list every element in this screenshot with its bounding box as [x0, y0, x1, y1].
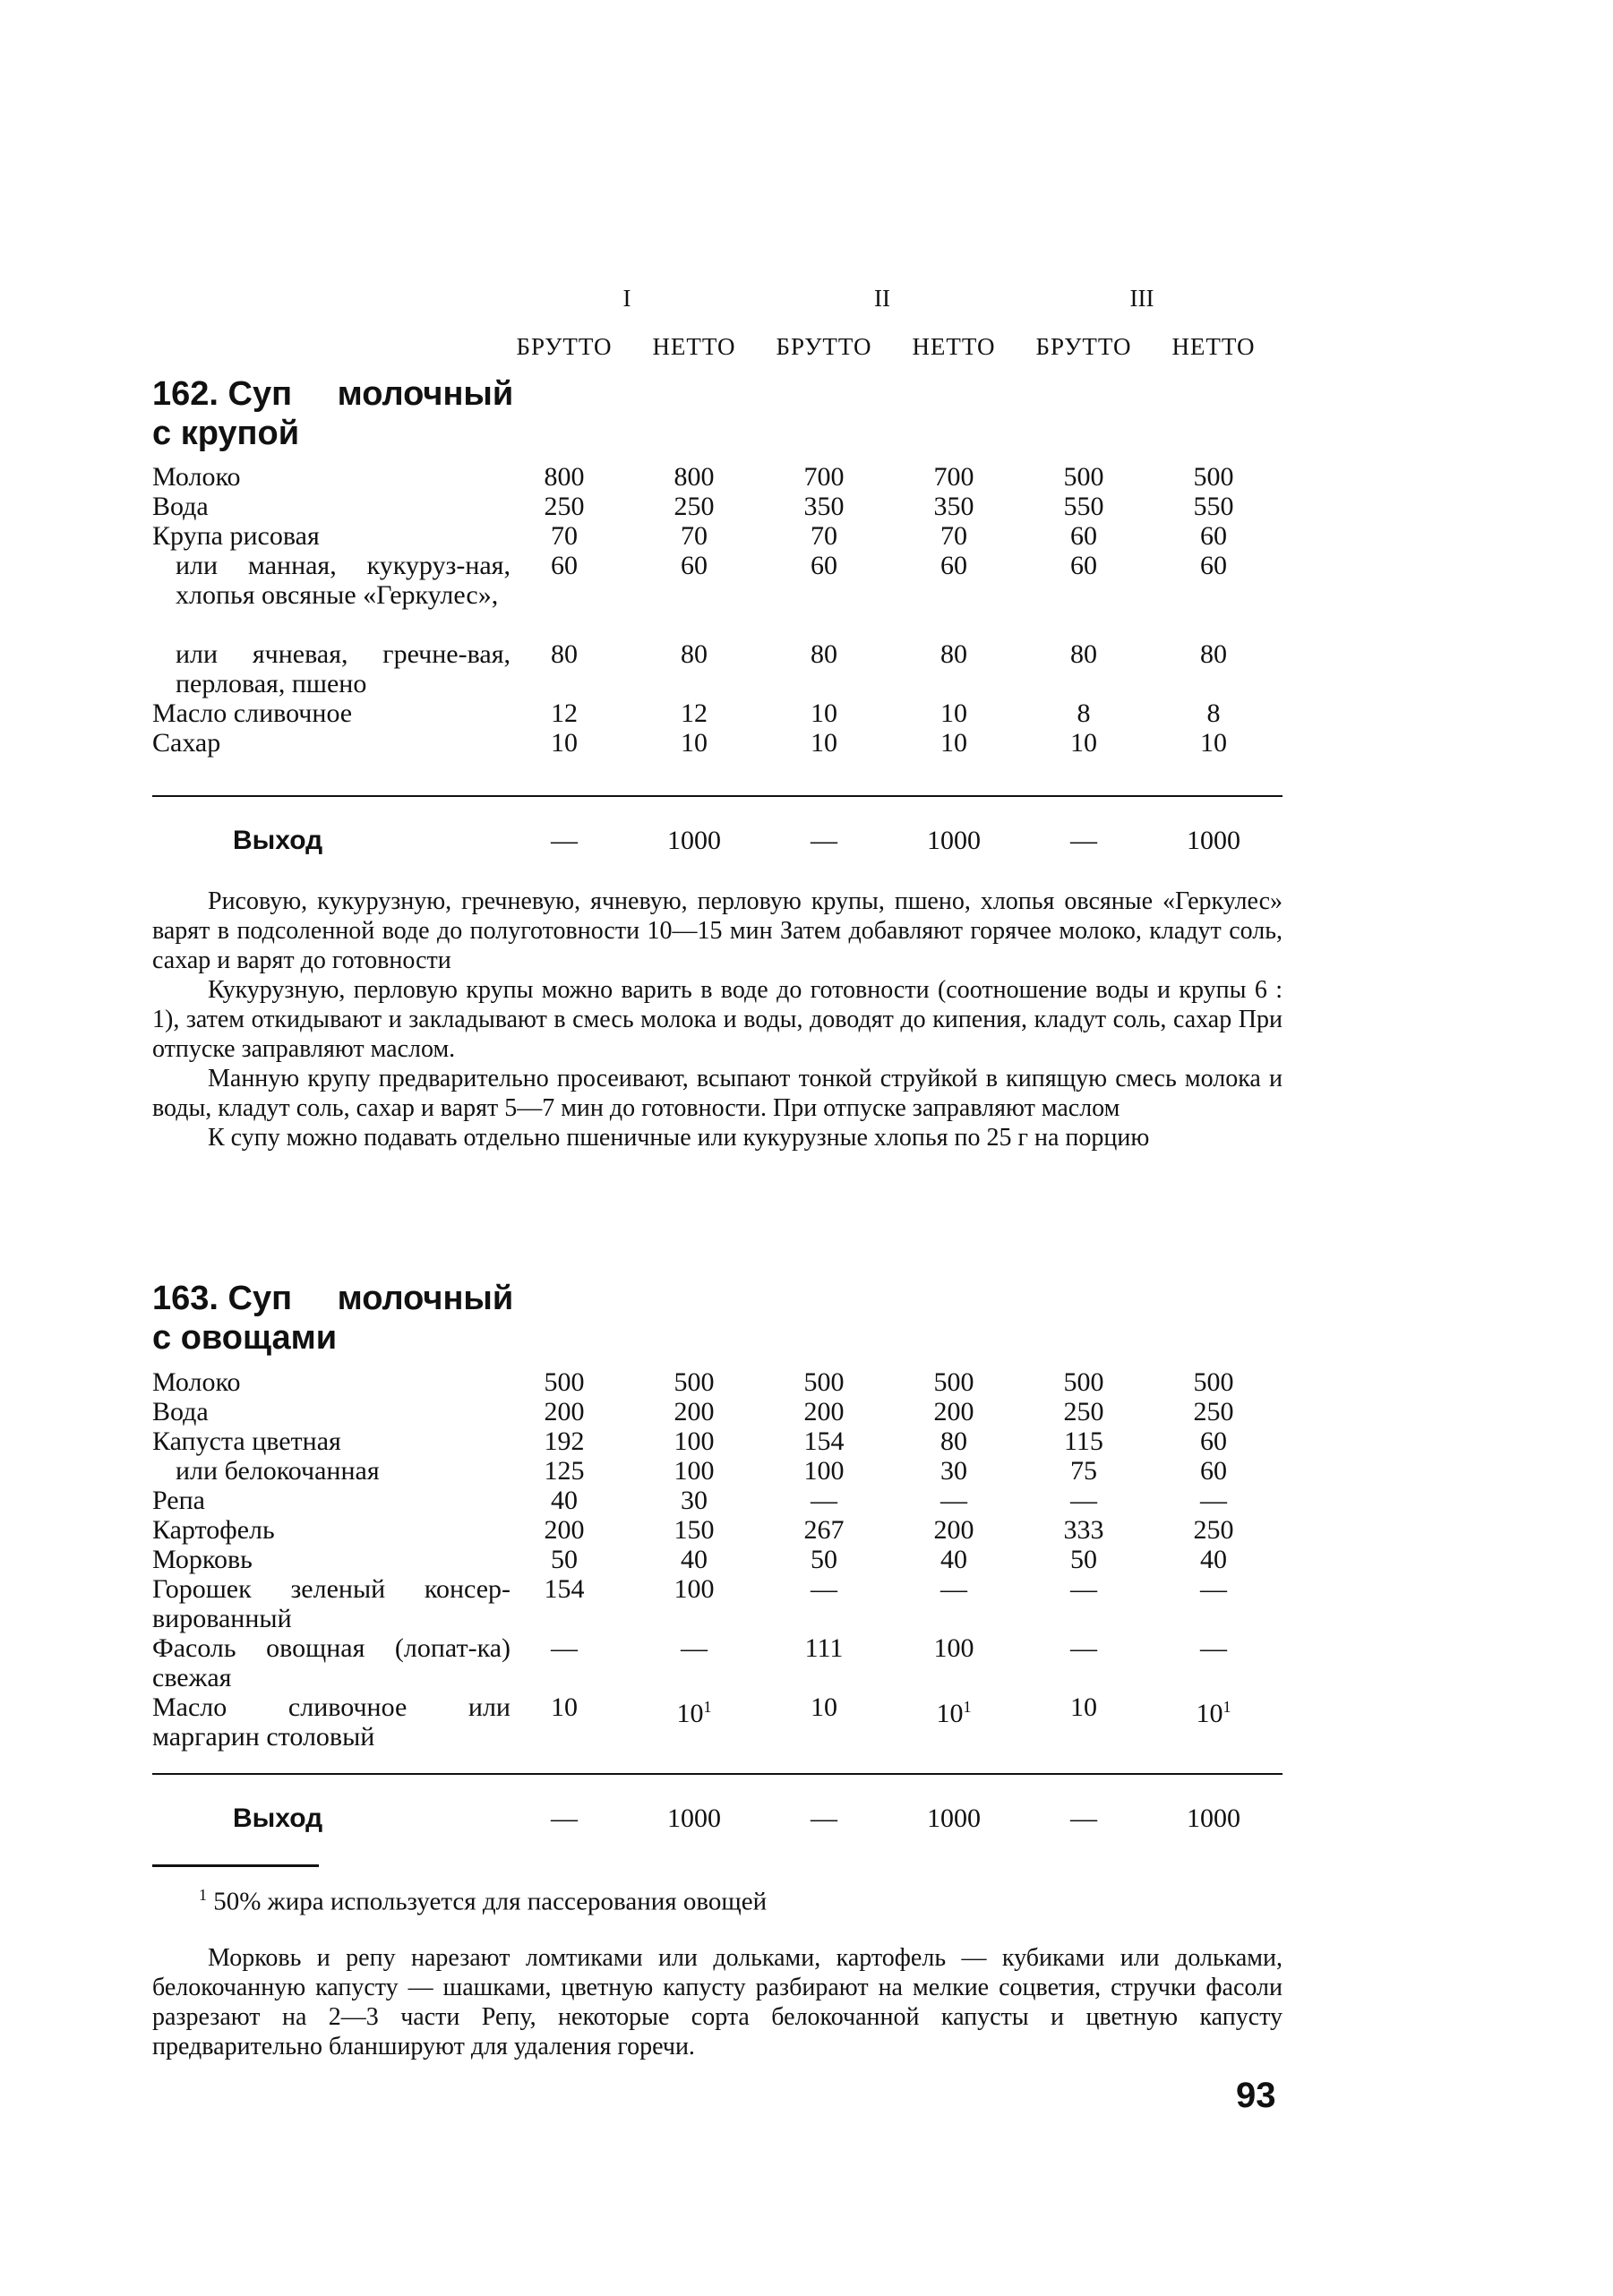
- ingredient-value: 700: [933, 462, 974, 492]
- recipe-162-title: [152, 374, 528, 453]
- ingredient-value: —: [1070, 1486, 1097, 1515]
- ingredient-value: 550: [1193, 492, 1234, 521]
- yield-value: —: [811, 1803, 837, 1833]
- table-rule: [152, 795, 1283, 797]
- ingredient-value: 10: [551, 1692, 578, 1722]
- ingredient-value: 12: [681, 698, 708, 728]
- ingredient-name: Вода: [152, 1397, 209, 1426]
- ingredient-value: 10: [681, 728, 708, 758]
- ingredient-value: 80: [940, 1426, 967, 1456]
- ingredient-value: 60: [811, 551, 837, 580]
- footnote-mark: 1: [963, 1698, 972, 1716]
- ingredient-value: 70: [811, 521, 837, 551]
- recipe-number: 163.: [152, 1280, 219, 1317]
- ingredient-name: Фасоль овощная (лопат-ка) свежая: [152, 1633, 510, 1692]
- ingredient-value: 8: [1077, 698, 1091, 728]
- ingredient-value: 10: [940, 728, 967, 758]
- ingredient-value: —: [551, 1633, 578, 1663]
- ingredient-value: 10: [551, 728, 578, 758]
- ingredient-name: Вода: [152, 492, 209, 521]
- ingredient-value: 75: [1070, 1456, 1097, 1486]
- ingredient-value: 8: [1206, 698, 1221, 728]
- recipe-title-word: молочный: [337, 1280, 514, 1317]
- recipe-title-word: Суп: [227, 1280, 293, 1317]
- ingredient-value: 60: [1200, 1426, 1227, 1456]
- ingredient-value: 350: [933, 492, 974, 521]
- ingredient-value: 60: [1200, 551, 1227, 580]
- instruction-paragraph: Рисовую, кукурузную, гречневую, ячневую, перловую крупы, пшено, хлопья овсяные «Геркулес» варят в подсоленной воде до полуготовности 10—15 мин Затем добавляют горячее молоко, кладут соль, сахар и варят до готовности: [152, 887, 1283, 974]
- ingredient-value: 50: [551, 1545, 578, 1574]
- ingredient-value: —: [681, 1633, 708, 1663]
- ingredient-value: 500: [544, 1367, 585, 1397]
- column-label: НЕТТО: [652, 333, 736, 360]
- ingredient-name: или ячневая, гречне-вая, перловая, пшено: [176, 639, 510, 698]
- ingredient-value: 50: [811, 1545, 837, 1574]
- table-rule: [152, 1773, 1283, 1775]
- yield-value: 1000: [667, 826, 721, 855]
- ingredient-value: 80: [1070, 639, 1097, 669]
- ingredient-value: 12: [551, 698, 578, 728]
- ingredient-value: 10: [811, 698, 837, 728]
- ingredient-value: —: [940, 1486, 967, 1515]
- ingredient-value: —: [1200, 1486, 1227, 1515]
- ingredient-value: 115: [1064, 1426, 1103, 1456]
- column-number-2: II: [874, 285, 890, 312]
- ingredient-value: 80: [551, 639, 578, 669]
- ingredient-value: —: [1070, 1633, 1097, 1663]
- yield-label: Выход: [233, 1803, 323, 1833]
- ingredient-value: 60: [1070, 521, 1097, 551]
- ingredient-value: 40: [1200, 1545, 1227, 1574]
- ingredient-name: Репа: [152, 1486, 205, 1515]
- ingredient-value: 500: [1193, 1367, 1234, 1397]
- ingredient-value: 250: [1193, 1515, 1234, 1545]
- ingredient-value: 100: [674, 1574, 715, 1604]
- ingredient-value: 500: [1193, 462, 1234, 492]
- ingredient-value: 500: [803, 1367, 845, 1397]
- ingredient-name: Молоко: [152, 462, 241, 492]
- ingredient-value: 60: [1200, 1456, 1227, 1486]
- yield-value: 1000: [927, 826, 981, 855]
- footnote-text: 50% жира используется для пассерования овощей: [213, 1887, 768, 1916]
- recipe-163-title: [152, 1279, 528, 1358]
- ingredient-value: 60: [1200, 521, 1227, 551]
- instruction-paragraph: Манную крупу предварительно просеивают, всыпают тонкой струйкой в кипящую смесь молока и воды, кладут соль, сахар и варят 5—7 мин до готовности. При отпуске заправляют маслом: [152, 1065, 1283, 1122]
- ingredient-value: 200: [933, 1397, 974, 1426]
- page-number: 93: [1236, 2076, 1276, 2115]
- ingredient-value: 10: [811, 1692, 837, 1722]
- ingredient-value: 100: [674, 1426, 715, 1456]
- footnote-rule: [152, 1864, 319, 1867]
- ingredient-value: 500: [674, 1367, 715, 1397]
- recipe-title-word: молочный: [337, 375, 514, 413]
- ingredient-value: 150: [674, 1515, 715, 1545]
- ingredient-value: 30: [940, 1456, 967, 1486]
- ingredient-value: 200: [544, 1397, 585, 1426]
- yield-value: —: [551, 1803, 578, 1833]
- recipe-title-word: Суп: [227, 375, 293, 413]
- yield-value: —: [1070, 1803, 1097, 1833]
- ingredient-value: 154: [803, 1426, 845, 1456]
- footnote-mark: 1: [703, 1698, 712, 1716]
- ingredient-value: 40: [940, 1545, 967, 1574]
- footnote-mark: 1: [199, 1886, 207, 1904]
- ingredient-value: 60: [940, 551, 967, 580]
- ingredient-name: Масло сливочное или маргарин столовый: [152, 1692, 510, 1752]
- ingredient-value: —: [1200, 1633, 1227, 1663]
- ingredient-value: —: [811, 1486, 837, 1515]
- ingredient-value: 192: [544, 1426, 585, 1456]
- ingredient-value: 500: [1063, 1367, 1104, 1397]
- recipe-number: 162.: [152, 375, 219, 413]
- column-label: БРУТТО: [516, 333, 613, 360]
- ingredient-value: 154: [544, 1574, 585, 1604]
- ingredient-value: 10: [1070, 1692, 1097, 1722]
- ingredient-name: Горошек зеленый консер-вированный: [152, 1574, 510, 1633]
- ingredient-value: 250: [544, 492, 585, 521]
- recipe-163-instructions: [152, 1943, 1283, 2061]
- ingredient-value: 500: [1063, 462, 1104, 492]
- ingredient-value: 50: [1070, 1545, 1097, 1574]
- ingredient-name: или белокочанная: [176, 1456, 380, 1486]
- yield-value: 1000: [667, 1803, 721, 1833]
- ingredient-value: 100: [674, 1456, 715, 1486]
- instruction-paragraph: К супу можно подавать отдельно пшеничные или кукурузные хлопья по 25 г на порцию: [208, 1124, 1150, 1152]
- yield-label: Выход: [233, 826, 323, 855]
- ingredient-value: 333: [1063, 1515, 1104, 1545]
- column-label: БРУТТО: [1035, 333, 1132, 360]
- ingredient-value: 30: [681, 1486, 708, 1515]
- column-label: НЕТТО: [912, 333, 996, 360]
- ingredient-value: 267: [803, 1515, 845, 1545]
- yield-value: 1000: [927, 1803, 981, 1833]
- ingredient-value: 10: [1200, 728, 1227, 758]
- ingredient-value: 250: [674, 492, 715, 521]
- ingredient-value: 40: [681, 1545, 708, 1574]
- ingredient-value: 800: [674, 462, 715, 492]
- instruction-paragraph: Морковь и репу нарезают ломтиками или дольками, картофель — кубиками или дольками, белокочанную капусту — шашками, цветную капусту разбирают на мелкие соцветия, стручки фасоли разрезают на 2—3 части Репу, некоторые сорта белокочанной капусты и цветную капусту предварительно бланшируют для удаления горечи.: [152, 1944, 1283, 2060]
- ingredient-value: $10^1$: [936, 1698, 972, 1728]
- column-number-3: III: [1129, 285, 1154, 312]
- ingredient-value: 10: [1070, 728, 1097, 758]
- ingredient-value: 60: [1070, 551, 1097, 580]
- ingredient-value: 550: [1063, 492, 1104, 521]
- ingredient-value: 80: [681, 639, 708, 669]
- ingredient-value: 10: [940, 698, 967, 728]
- ingredient-value: 700: [803, 462, 845, 492]
- ingredient-value: 80: [811, 639, 837, 669]
- ingredient-value: $10^1$: [1196, 1698, 1231, 1728]
- ingredient-value: 125: [544, 1456, 585, 1486]
- yield-value: 1000: [1187, 826, 1240, 855]
- ingredient-value: 80: [940, 639, 967, 669]
- ingredient-value: 60: [681, 551, 708, 580]
- instruction-paragraph: Кукурузную, перловую крупы можно варить в воде до готовности (соотношение воды и крупы 6 : 1), затем откидывают и закладывают в смесь молока и воды, доводят до кипения, кладут соль, сахар При отпуске заправляют маслом.: [152, 976, 1283, 1063]
- ingredient-value: 200: [933, 1515, 974, 1545]
- column-label: БРУТТО: [776, 333, 872, 360]
- ingredient-name: Сахар: [152, 728, 221, 758]
- ingredient-value: 100: [803, 1456, 845, 1486]
- ingredient-value: 350: [803, 492, 845, 521]
- ingredient-value: 40: [551, 1486, 578, 1515]
- ingredient-value: 500: [933, 1367, 974, 1397]
- ingredient-name: Молоко: [152, 1367, 241, 1397]
- footnote-mark: 1: [1223, 1698, 1231, 1716]
- ingredient-value: 250: [1063, 1397, 1104, 1426]
- ingredient-name: Крупа рисовая: [152, 521, 320, 551]
- yield-value: —: [811, 826, 837, 855]
- ingredient-value: —: [940, 1574, 967, 1604]
- yield-value: 1000: [1187, 1803, 1240, 1833]
- footnote: [199, 1886, 767, 1917]
- yield-value: —: [551, 826, 578, 855]
- ingredient-value: —: [811, 1574, 837, 1604]
- ingredient-value: $10^1$: [676, 1698, 712, 1728]
- column-number-1: I: [622, 285, 631, 312]
- ingredient-value: 100: [933, 1633, 974, 1663]
- ingredient-value: —: [1200, 1574, 1227, 1604]
- ingredient-value: 200: [674, 1397, 715, 1426]
- ingredient-value: 80: [1200, 639, 1227, 669]
- ingredient-name: Масло сливочное: [152, 698, 353, 728]
- ingredient-value: 111: [804, 1633, 844, 1663]
- ingredient-value: 250: [1193, 1397, 1234, 1426]
- column-label: НЕТТО: [1171, 333, 1256, 360]
- ingredient-value: 70: [551, 521, 578, 551]
- ingredient-value: 200: [803, 1397, 845, 1426]
- ingredient-value: 800: [544, 462, 585, 492]
- recipe-162-instructions: [152, 887, 1283, 1152]
- ingredient-name: Морковь: [152, 1545, 253, 1574]
- ingredient-value: 70: [940, 521, 967, 551]
- ingredient-name: или манная, кукуруз-ная, хлопья овсяные «Геркулес»,: [176, 551, 510, 610]
- ingredient-value: 10: [811, 728, 837, 758]
- ingredient-value: 60: [551, 551, 578, 580]
- ingredient-value: 200: [544, 1515, 585, 1545]
- recipe-title-line2: с овощами: [152, 1319, 338, 1357]
- yield-value: —: [1070, 826, 1097, 855]
- ingredient-value: —: [1070, 1574, 1097, 1604]
- ingredient-name: Картофель: [152, 1515, 275, 1545]
- recipe-title-line2: с крупой: [152, 415, 300, 452]
- ingredient-name: Капуста цветная: [152, 1426, 341, 1456]
- ingredient-value: 70: [681, 521, 708, 551]
